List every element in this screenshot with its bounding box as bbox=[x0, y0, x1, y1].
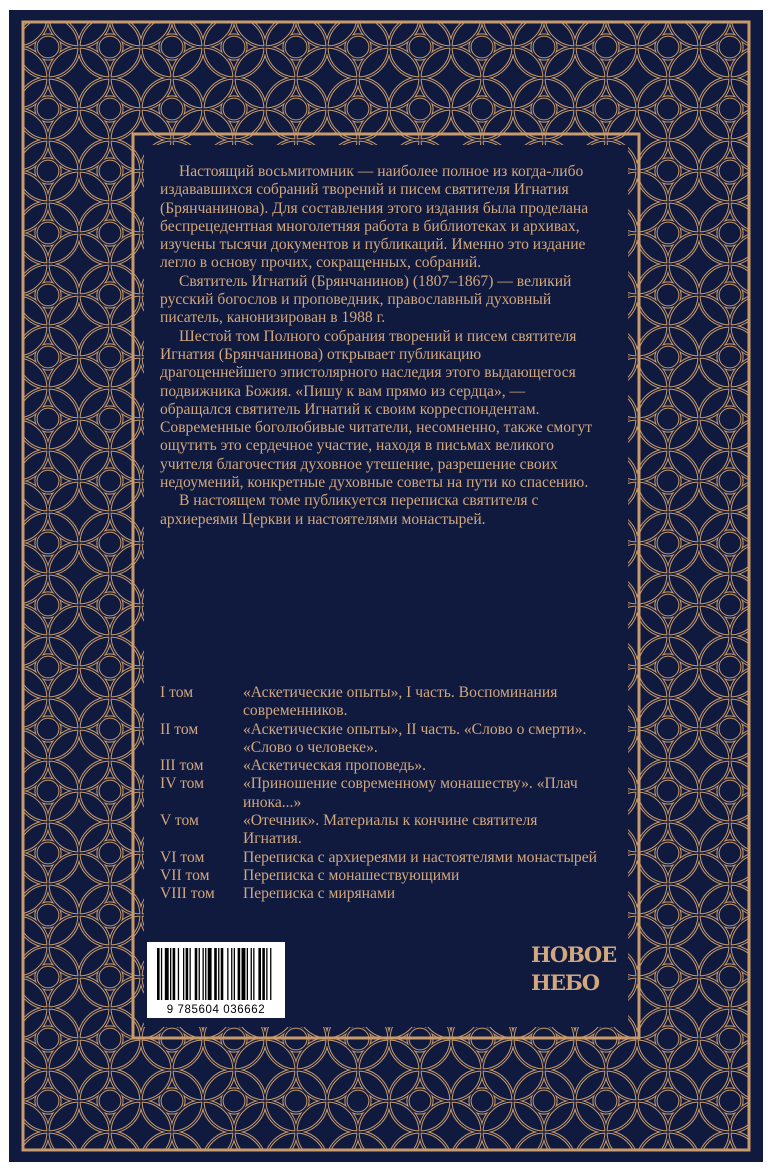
barcode-bar bbox=[251, 948, 252, 1000]
volume-number: VI том bbox=[160, 848, 205, 866]
volume-title: Переписка с мирянами bbox=[243, 885, 396, 903]
volume-title: Переписка с монашествующими bbox=[243, 866, 460, 884]
barcode-bar bbox=[242, 948, 246, 1000]
barcode-bar bbox=[262, 948, 265, 1000]
barcode-bar bbox=[205, 948, 206, 1000]
barcode-bar bbox=[161, 948, 162, 1000]
publisher-logo bbox=[531, 941, 617, 1003]
volume-item bbox=[160, 721, 600, 758]
barcode-bar bbox=[227, 948, 228, 1000]
barcode-bar bbox=[238, 948, 241, 1000]
description-text bbox=[160, 163, 600, 529]
barcode-bar bbox=[203, 948, 204, 1000]
volume-list bbox=[160, 684, 600, 904]
barcode-bar bbox=[165, 948, 169, 1000]
barcode-bar bbox=[178, 948, 179, 1000]
volume-item bbox=[160, 867, 600, 885]
volume-title: «Приношение современному монашеству». «Плач инока...» bbox=[243, 775, 578, 811]
barcode-bar bbox=[183, 948, 184, 1000]
volume-number: VII том bbox=[160, 866, 210, 884]
description-paragraph-4: В настоящем томе публикуется переписка святителя с архиереями Церкви и настоятелями монастырей. bbox=[160, 492, 539, 528]
description-paragraph-3: Шестой том Полного собрания творений и писем святителя Игнатия (Брянчанинова) открывает публикацию драгоценнейшего эпистолярного наследия этого выдающегося подвижника Божия. «Пишу к вам прямо из сердца», — обращался святитель Игнатий к своим корреспондентам. Современные боголюбивые читатели, несомненно, также смогут ощутить это сердечное участие, находя в письмах великого учителя благочестия духовное утешение, разрешение своих недоумений, конкретные духовные советы на пути ко спасению. bbox=[160, 327, 593, 492]
volume-item bbox=[160, 757, 600, 775]
description-paragraph-2: Святитель Игнатий (Брянчанинов) (1807–1867) — великий русский богослов и проповедник, православный духовный писатель, канонизирован в 1988 г. bbox=[160, 272, 572, 327]
barcode-bar bbox=[190, 948, 191, 1000]
barcode-bar bbox=[253, 948, 254, 1000]
volume-title: «Отечник». Материалы к кончине святителя Игнатия. bbox=[243, 812, 538, 848]
barcode-digits: 9 785604 036662 bbox=[166, 1004, 266, 1016]
volume-item bbox=[160, 849, 600, 867]
volume-number: IV том bbox=[160, 775, 205, 793]
barcode-bar bbox=[221, 948, 224, 1000]
barcode-bar bbox=[247, 948, 248, 1000]
volume-number: VIII том bbox=[160, 885, 215, 903]
volume-number: II том bbox=[160, 720, 199, 738]
barcode-bar bbox=[186, 948, 189, 1000]
volume-number: V том bbox=[160, 812, 199, 830]
barcode-bar bbox=[218, 948, 219, 1000]
barcode-bar bbox=[157, 948, 160, 1000]
barcode-bar bbox=[231, 948, 232, 1000]
volume-number: III том bbox=[160, 757, 204, 775]
barcode-bar bbox=[214, 948, 217, 1000]
barcode-bar bbox=[195, 948, 198, 1000]
barcode-bars bbox=[147, 942, 285, 1004]
volume-item bbox=[160, 775, 600, 812]
barcode-bar bbox=[258, 948, 261, 1000]
barcode-bar bbox=[266, 948, 267, 1000]
barcode-bar bbox=[208, 948, 212, 1000]
volume-title: Переписка с архиереями и настоятелями монастырей bbox=[243, 848, 597, 866]
barcode-bar bbox=[199, 948, 200, 1000]
volume-title: «Аскетические опыты», II часть. «Слово о смерти». «Слово о человеке». bbox=[243, 720, 587, 756]
barcode-bar bbox=[270, 948, 271, 1000]
barcode-bar bbox=[173, 948, 176, 1000]
isbn-barcode bbox=[147, 942, 285, 1018]
publisher-logo-line1: НОВОЕ bbox=[531, 942, 617, 967]
volume-title: «Аскетические опыты», I часть. Воспоминания современников. bbox=[243, 684, 558, 720]
volume-number: I том bbox=[160, 684, 194, 701]
publisher-logo-line2: НЕБО bbox=[531, 970, 600, 995]
volume-item bbox=[160, 885, 600, 903]
barcode-bar bbox=[234, 948, 235, 1000]
volume-item bbox=[160, 684, 600, 721]
volume-title: «Аскетическая проповедь». bbox=[243, 757, 427, 775]
volume-item bbox=[160, 812, 600, 849]
description-paragraph-1: Настоящий восьмитомник — наиболее полное из когда-либо издававшихся собраний творений и писем святителя Игнатия (Брянчанинова). Для составления этого издания была проделана беспрецедентная многолетняя работа в библиотеках и архивах, изучены тысячи документов и публикаций. Именно это издание легло в основу прочих, сокращенных, собраний. bbox=[160, 163, 589, 272]
barcode-bar bbox=[170, 948, 171, 1000]
